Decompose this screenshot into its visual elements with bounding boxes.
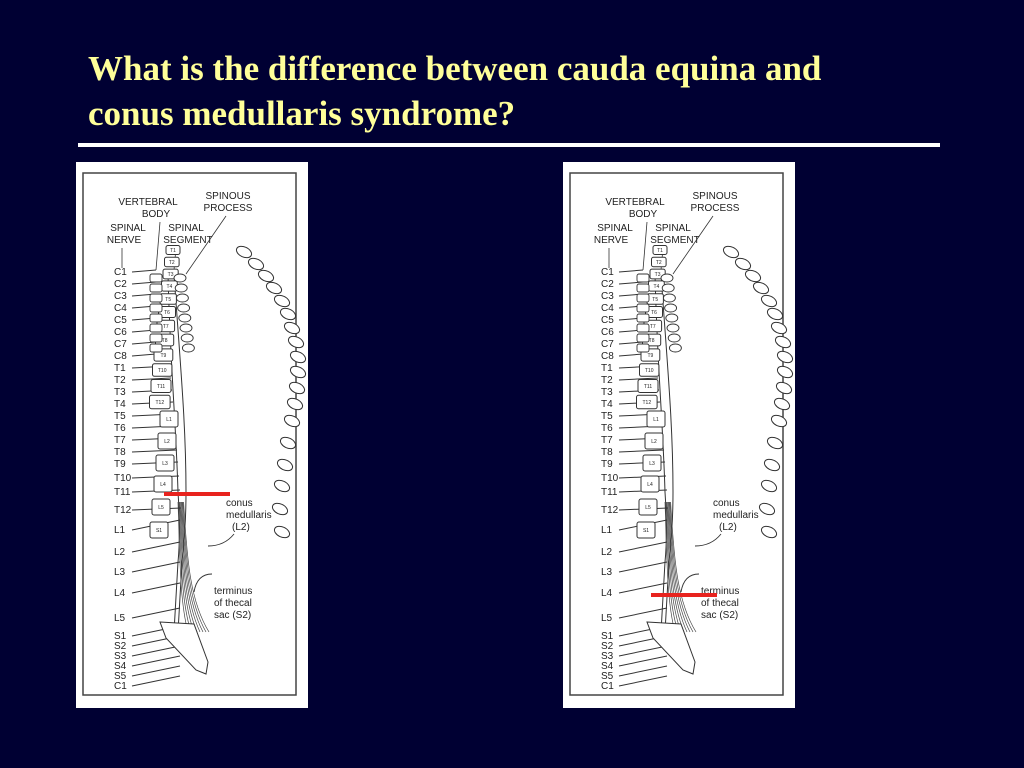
nerve-level-label: T2 bbox=[114, 375, 126, 386]
slide-title-line-1: What is the difference between cauda equina and bbox=[88, 49, 822, 88]
nerve-level-label: T11 bbox=[114, 487, 131, 498]
nerve-level-label: S5 bbox=[601, 671, 614, 682]
cervical-vertebra bbox=[637, 304, 649, 312]
terminus-label: terminus bbox=[214, 586, 253, 597]
spinous-process bbox=[776, 364, 795, 380]
spinal-segment-label: SEGMENT bbox=[163, 235, 213, 246]
nerve-level-label: C7 bbox=[114, 339, 127, 350]
nerve-level-label: C6 bbox=[601, 327, 614, 338]
terminus-label: of thecal bbox=[214, 598, 252, 609]
conus-label: (L2) bbox=[232, 522, 250, 533]
nerve-level-label: C4 bbox=[114, 303, 127, 314]
cervical-process bbox=[661, 274, 673, 282]
cervical-vertebra bbox=[150, 344, 162, 352]
vertebra-label: T3 bbox=[167, 272, 174, 278]
cervical-process bbox=[182, 344, 194, 352]
vertebra-label: T7 bbox=[162, 324, 169, 330]
sacrum bbox=[160, 622, 208, 674]
cervical-process bbox=[667, 324, 679, 332]
spinous-process bbox=[744, 268, 763, 284]
spinous-process bbox=[766, 435, 785, 451]
spinous-process bbox=[760, 478, 779, 494]
vertebra-label: L4 bbox=[647, 482, 653, 488]
title-divider bbox=[78, 143, 940, 147]
vertebral-label: VERTEBRAL bbox=[605, 197, 665, 208]
vertebra-label: L1 bbox=[653, 417, 659, 423]
spinous-process bbox=[283, 413, 302, 429]
conus-pointer bbox=[695, 534, 721, 546]
nerve-level-label: T4 bbox=[601, 399, 613, 410]
nerve-level-label: T9 bbox=[601, 459, 613, 470]
nerve-level-label: L2 bbox=[601, 547, 613, 558]
vertebral-label: BODY bbox=[141, 209, 171, 220]
spinal-nerve-label: SPINAL bbox=[110, 223, 146, 234]
slide-title bbox=[88, 46, 968, 136]
terminus-pointer bbox=[681, 574, 699, 592]
nerve-level-label: C1 bbox=[114, 267, 127, 278]
nerve-level-label: C4 bbox=[601, 303, 614, 314]
nerve-level-label: T5 bbox=[601, 411, 613, 422]
nerve-level-label: L4 bbox=[601, 588, 613, 599]
spinal-nerve bbox=[132, 270, 156, 272]
nerve-level-label: L5 bbox=[601, 613, 613, 624]
slide-title-line-2: conus medullaris syndrome? bbox=[88, 94, 516, 133]
cervical-vertebra bbox=[637, 344, 649, 352]
cervical-process bbox=[174, 274, 186, 282]
spinous-process bbox=[776, 349, 795, 365]
nerve-level-label: T3 bbox=[601, 387, 613, 398]
spinous-label: PROCESS bbox=[203, 203, 253, 214]
spinous-process bbox=[289, 349, 308, 365]
vertebra-label: T4 bbox=[653, 284, 660, 290]
spinous-process bbox=[273, 293, 292, 309]
spinal-nerve bbox=[132, 450, 177, 452]
vertebra-label: T1 bbox=[170, 248, 176, 254]
spinal-nerve bbox=[619, 608, 667, 618]
vertebra-label: L2 bbox=[651, 439, 657, 445]
vertebra-label: L3 bbox=[649, 461, 655, 467]
cervical-vertebra bbox=[637, 334, 649, 342]
nerve-level-label: S4 bbox=[114, 661, 127, 672]
nerve-level-label: S3 bbox=[601, 651, 614, 662]
vertebra-label: T11 bbox=[643, 384, 653, 390]
nerve-level-label: C1 bbox=[114, 681, 127, 692]
spine-svg bbox=[76, 162, 308, 708]
terminus-label: sac (S2) bbox=[214, 610, 252, 621]
vertebral-pointer bbox=[643, 222, 647, 270]
nerve-level-label: S3 bbox=[114, 651, 127, 662]
cervical-vertebra bbox=[637, 274, 649, 282]
spinous-process bbox=[763, 457, 782, 473]
vertebra-label: T3 bbox=[654, 272, 661, 278]
vertebra-label: T2 bbox=[168, 260, 175, 266]
spinous-process bbox=[273, 478, 292, 494]
cervical-process bbox=[176, 294, 188, 302]
sacrum bbox=[647, 622, 695, 674]
spinous-process bbox=[276, 457, 295, 473]
cervical-vertebra bbox=[637, 324, 649, 332]
spinous-process bbox=[265, 280, 284, 296]
spinous-label: PROCESS bbox=[690, 203, 740, 214]
vertebra-label: T9 bbox=[160, 353, 167, 359]
nerve-level-label: S1 bbox=[114, 631, 127, 642]
nerve-level-label: C1 bbox=[601, 267, 614, 278]
conus-label: conus bbox=[713, 498, 740, 509]
spinal-segment-label: SPINAL bbox=[655, 223, 691, 234]
nerve-level-label: T6 bbox=[114, 423, 126, 434]
spinous-process bbox=[289, 364, 308, 380]
spinal-nerve-label: NERVE bbox=[106, 235, 142, 246]
vertebral-label: VERTEBRAL bbox=[118, 197, 178, 208]
cervical-vertebra bbox=[150, 334, 162, 342]
vertebra-label: L4 bbox=[160, 482, 166, 488]
nerve-level-label: T12 bbox=[601, 505, 619, 516]
vertebra-label: T7 bbox=[649, 324, 656, 330]
cervical-process bbox=[179, 314, 191, 322]
conus-pointer bbox=[208, 534, 234, 546]
nerve-level-label: L5 bbox=[114, 613, 126, 624]
vertebral-pointer bbox=[156, 222, 160, 270]
cervical-process bbox=[180, 324, 192, 332]
nerve-level-label: C1 bbox=[601, 681, 614, 692]
spinous-process bbox=[773, 396, 792, 412]
nerve-level-label: L3 bbox=[601, 567, 613, 578]
nerve-level-label: C8 bbox=[114, 351, 127, 362]
spinal-nerve bbox=[619, 270, 643, 272]
spinous-process bbox=[734, 256, 753, 272]
spinal-nerve bbox=[619, 354, 643, 356]
cervical-vertebra bbox=[637, 294, 649, 302]
vertebra-label: T1 bbox=[657, 248, 663, 254]
nerve-level-label: T11 bbox=[601, 487, 618, 498]
spinous-process bbox=[758, 501, 777, 517]
nerve-level-label: L2 bbox=[114, 547, 126, 558]
cervical-process bbox=[666, 314, 678, 322]
spinous-label: SPINOUS bbox=[692, 191, 738, 202]
nerve-level-label: C5 bbox=[114, 315, 127, 326]
nerve-level-label: C3 bbox=[601, 291, 614, 302]
nerve-level-label: T4 bbox=[114, 399, 126, 410]
vertebra-label: T2 bbox=[655, 260, 662, 266]
spinal-nerve bbox=[132, 608, 180, 618]
cervical-vertebra bbox=[637, 314, 649, 322]
vertebra-label: L1 bbox=[166, 417, 172, 423]
nerve-level-label: T1 bbox=[114, 363, 126, 374]
vertebra-label: S1 bbox=[155, 528, 163, 534]
spinal-segment-label: SPINAL bbox=[168, 223, 204, 234]
cervical-process bbox=[668, 334, 680, 342]
nerve-level-label: C7 bbox=[601, 339, 614, 350]
spinal-nerve bbox=[132, 562, 180, 572]
cervical-process bbox=[662, 284, 674, 292]
nerve-level-label: S2 bbox=[601, 641, 614, 652]
spinous-process bbox=[247, 256, 266, 272]
spinal-nerve-label: SPINAL bbox=[597, 223, 633, 234]
cervical-vertebra bbox=[150, 304, 162, 312]
cervical-vertebra bbox=[637, 284, 649, 292]
vertebra-label: T10 bbox=[644, 368, 654, 374]
nerve-level-label: T8 bbox=[601, 447, 613, 458]
spinous-process bbox=[775, 380, 794, 396]
spinous-process bbox=[235, 244, 254, 260]
nerve-level-label: S5 bbox=[114, 671, 127, 682]
cervical-vertebra bbox=[150, 324, 162, 332]
vertebra-label: T5 bbox=[165, 297, 172, 303]
vertebra-label: L5 bbox=[158, 505, 164, 511]
nerve-level-label: T8 bbox=[114, 447, 126, 458]
conus-label: (L2) bbox=[719, 522, 737, 533]
spinous-process bbox=[283, 320, 302, 336]
vertebra-label: T8 bbox=[161, 338, 168, 344]
conus-label: medullaris bbox=[713, 510, 759, 521]
vertebra-label: L2 bbox=[164, 439, 170, 445]
nerve-level-label: T12 bbox=[114, 505, 132, 516]
nerve-level-label: L1 bbox=[114, 525, 126, 536]
spinal-nerve bbox=[132, 354, 156, 356]
spinous-process bbox=[279, 306, 298, 322]
nerve-level-label: T5 bbox=[114, 411, 126, 422]
spinous-process bbox=[286, 396, 305, 412]
nerve-level-label: T10 bbox=[114, 473, 132, 484]
spinal-nerve bbox=[132, 656, 180, 666]
nerve-level-label: C8 bbox=[601, 351, 614, 362]
vertebra-label: T6 bbox=[651, 310, 657, 316]
nerve-level-label: C2 bbox=[114, 279, 127, 290]
spinous-label: SPINOUS bbox=[205, 191, 251, 202]
spinal-nerve bbox=[132, 676, 180, 686]
vertebra-label: S1 bbox=[642, 528, 650, 534]
spine-diagram-left bbox=[76, 162, 308, 708]
nerve-level-label: C2 bbox=[601, 279, 614, 290]
vertebra-label: T12 bbox=[642, 400, 652, 406]
vertebra-label: T5 bbox=[652, 297, 659, 303]
vertebra-label: T12 bbox=[155, 400, 165, 406]
cervical-vertebra bbox=[150, 314, 162, 322]
nerve-level-label: S4 bbox=[601, 661, 614, 672]
spinous-process bbox=[257, 268, 276, 284]
cervical-vertebra bbox=[150, 284, 162, 292]
spinous-process bbox=[288, 380, 307, 396]
spinous-process bbox=[760, 293, 779, 309]
terminus-label: sac (S2) bbox=[701, 610, 739, 621]
vertebra-label: L5 bbox=[645, 505, 651, 511]
spinal-nerve bbox=[132, 666, 180, 676]
nerve-level-label: C3 bbox=[114, 291, 127, 302]
spinal-nerve bbox=[619, 666, 667, 676]
cervical-process bbox=[669, 344, 681, 352]
nerve-level-label: T3 bbox=[114, 387, 126, 398]
spinal-nerve bbox=[619, 583, 667, 593]
nerve-level-label: C6 bbox=[114, 327, 127, 338]
nerve-level-label: S2 bbox=[114, 641, 127, 652]
vertebra-label: T4 bbox=[166, 284, 173, 290]
spinous-process bbox=[722, 244, 741, 260]
spinous-process bbox=[287, 334, 306, 350]
spine-diagram-right bbox=[563, 162, 795, 708]
cervical-process bbox=[178, 304, 190, 312]
spinous-process bbox=[752, 280, 771, 296]
vertebra-label: T10 bbox=[157, 368, 167, 374]
vertebral-label: BODY bbox=[628, 209, 658, 220]
vertebra-label: L3 bbox=[162, 461, 168, 467]
spinous-process bbox=[273, 524, 292, 540]
nerve-level-label: T7 bbox=[114, 435, 126, 446]
spinal-segment-label: SEGMENT bbox=[650, 235, 700, 246]
spinal-nerve bbox=[619, 562, 667, 572]
nerve-level-label: L4 bbox=[114, 588, 126, 599]
conus-label: conus bbox=[226, 498, 253, 509]
nerve-level-label: T6 bbox=[601, 423, 613, 434]
vertebra-label: T9 bbox=[647, 353, 654, 359]
terminus-pointer bbox=[194, 574, 212, 592]
cervical-process bbox=[181, 334, 193, 342]
spinal-nerve bbox=[619, 542, 667, 552]
cervical-vertebra bbox=[150, 274, 162, 282]
spinal-nerve bbox=[132, 542, 180, 552]
spinous-process bbox=[271, 501, 290, 517]
nerve-level-label: L1 bbox=[601, 525, 613, 536]
conus-label: medullaris bbox=[226, 510, 272, 521]
spinal-nerve bbox=[619, 656, 667, 666]
nerve-level-label: C5 bbox=[601, 315, 614, 326]
cervical-process bbox=[665, 304, 677, 312]
nerve-level-label: T9 bbox=[114, 459, 126, 470]
cervical-process bbox=[663, 294, 675, 302]
spinous-process bbox=[774, 334, 793, 350]
spine-svg bbox=[563, 162, 795, 708]
spinal-nerve bbox=[619, 450, 664, 452]
cervical-vertebra bbox=[150, 294, 162, 302]
cervical-process bbox=[175, 284, 187, 292]
spinous-process bbox=[766, 306, 785, 322]
nerve-level-label: T1 bbox=[601, 363, 613, 374]
spinous-process bbox=[760, 524, 779, 540]
nerve-level-label: T10 bbox=[601, 473, 619, 484]
spinous-process bbox=[770, 320, 789, 336]
vertebra-label: T11 bbox=[156, 384, 166, 390]
terminus-label: of thecal bbox=[701, 598, 739, 609]
nerve-level-label: S1 bbox=[601, 631, 614, 642]
vertebra-label: T8 bbox=[648, 338, 655, 344]
spinal-nerve bbox=[619, 646, 667, 656]
spinous-process bbox=[279, 435, 298, 451]
spinal-nerve bbox=[619, 676, 667, 686]
nerve-level-label: L3 bbox=[114, 567, 126, 578]
vertebra-label: T6 bbox=[164, 310, 170, 316]
nerve-level-label: T2 bbox=[601, 375, 613, 386]
spinal-nerve-label: NERVE bbox=[593, 235, 629, 246]
spinous-process bbox=[770, 413, 789, 429]
terminus-label: terminus bbox=[701, 586, 740, 597]
spinal-nerve bbox=[132, 583, 180, 593]
spinal-nerve bbox=[132, 646, 180, 656]
nerve-level-label: T7 bbox=[601, 435, 613, 446]
